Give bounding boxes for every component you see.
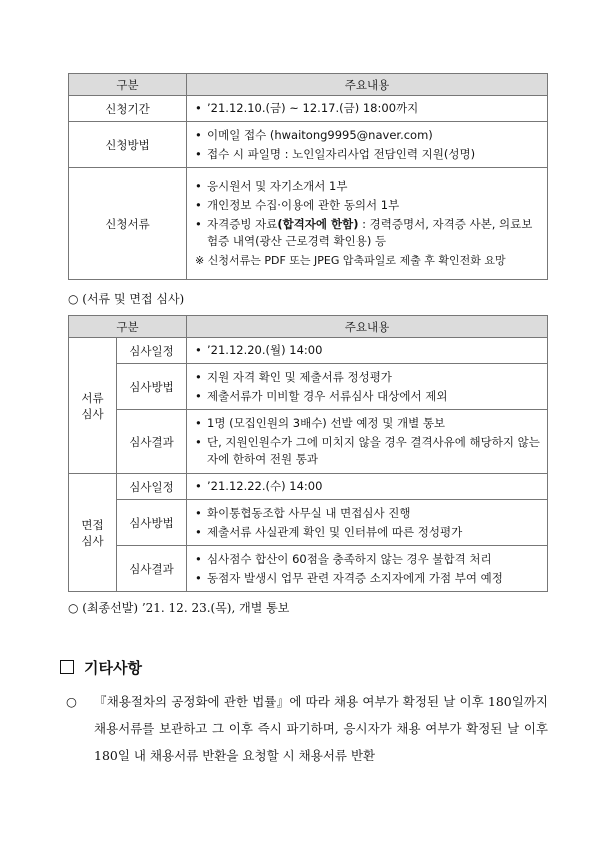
documents-item-consent: • 개인정보 수집·이용에 관한 동의서 1부 (195, 197, 541, 214)
group-label-interview: 면접 심사 (69, 474, 117, 592)
table-row (69, 474, 548, 500)
list-item: • 화이통협동조합 사무실 내 면접심사 진행 (195, 505, 541, 522)
list-item: • 동점자 발생시 업무 관련 자격증 소지자에게 가점 부여 예정 (195, 570, 541, 587)
table-row (69, 364, 548, 410)
method-item-filename: • 접수 시 파일명 : 노인일자리사업 전담인력 지원(성명) (195, 146, 541, 163)
table-row (69, 96, 548, 122)
table-header-row (69, 316, 548, 338)
other-heading: 기타사항 (60, 657, 142, 678)
method-item-email: • 이메일 접수 (hwaitong9995@naver.com) (195, 127, 541, 144)
list-item: • 단, 지원인원수가 그에 미치지 않을 경우 결격사유에 해당하지 않는 자에 한하여 전원 통과 (195, 434, 541, 468)
table-row (69, 546, 548, 592)
list-item: • 제출서류 사실관계 확인 및 인터뷰에 따른 정성평가 (195, 524, 541, 541)
circle-bullet-icon: ○ (66, 694, 77, 709)
header-content: 주요내용 (187, 74, 548, 96)
sub-label: 심사결과 (117, 546, 187, 592)
section-title-screening: ○ (서류 및 면접 심사) (68, 292, 185, 306)
table-row (69, 338, 548, 364)
list-item: • 1명 (모집인원의 3배수) 선발 예정 및 개별 통보 (195, 415, 541, 432)
application-table (68, 73, 548, 280)
list-item: • 제출서류가 미비할 경우 서류심사 대상에서 제외 (195, 388, 541, 405)
sub-label: 심사결과 (117, 410, 187, 474)
list-item: • 심사점수 합산이 60점을 충족하지 않는 경우 불합격 처리 (195, 551, 541, 568)
documents-note: ※ 신청서류는 PDF 또는 JPEG 압축파일로 제출 후 확인전화 요망 (195, 254, 506, 267)
table-header-row (69, 74, 548, 96)
documents-item-application: • 응시원서 및 자기소개서 1부 (195, 178, 541, 195)
documents-item-certification: • 자격증빙 자료(합격자에 한함) : 경력증명서, 자격증 사본, 의료보험증 내역(광산 근로경력 확인용) 등 (195, 216, 541, 250)
header-content: 주요내용 (187, 316, 548, 338)
list-item: • 지원 자격 확인 및 제출서류 정성평가 (195, 369, 541, 386)
table-row (69, 168, 548, 280)
sub-label: 심사방법 (117, 500, 187, 546)
sub-label: 심사일정 (117, 338, 187, 364)
sub-label: 심사방법 (117, 364, 187, 410)
table-row (69, 410, 548, 474)
row-label-period: 신청기간 (69, 96, 187, 122)
row-label-documents: 신청서류 (69, 168, 187, 280)
header-category: 구분 (69, 74, 187, 96)
other-text: 『채용절차의 공정화에 관한 법률』에 따라 채용 여부가 확정된 날 이후 180일까지 채용서류를 보관하고 그 이후 즉시 파기하며, 응시자가 채용 여부가 확정된 날 이후 180일 내 채용서류 반환을 요청할 시 채용서류 반환 (94, 694, 548, 763)
header-category: 구분 (69, 316, 187, 338)
final-selection: ○ (최종선발) ’21. 12. 23.(목), 개별 통보 (68, 601, 290, 615)
list-item: • ’21.12.22.(수) 14:00 (195, 478, 541, 495)
screening-table (68, 315, 548, 592)
row-label-method: 신청방법 (69, 122, 187, 168)
table-row (69, 122, 548, 168)
list-item: • ’21.12.20.(월) 14:00 (195, 342, 541, 359)
other-paragraph (68, 688, 548, 769)
period-item: • ’21.12.10.(금) ~ 12.17.(금) 18:00까지 (195, 100, 541, 117)
table-row (69, 500, 548, 546)
checkbox-square-icon (60, 660, 74, 674)
group-label-document: 서류 심사 (69, 338, 117, 474)
sub-label: 심사일정 (117, 474, 187, 500)
